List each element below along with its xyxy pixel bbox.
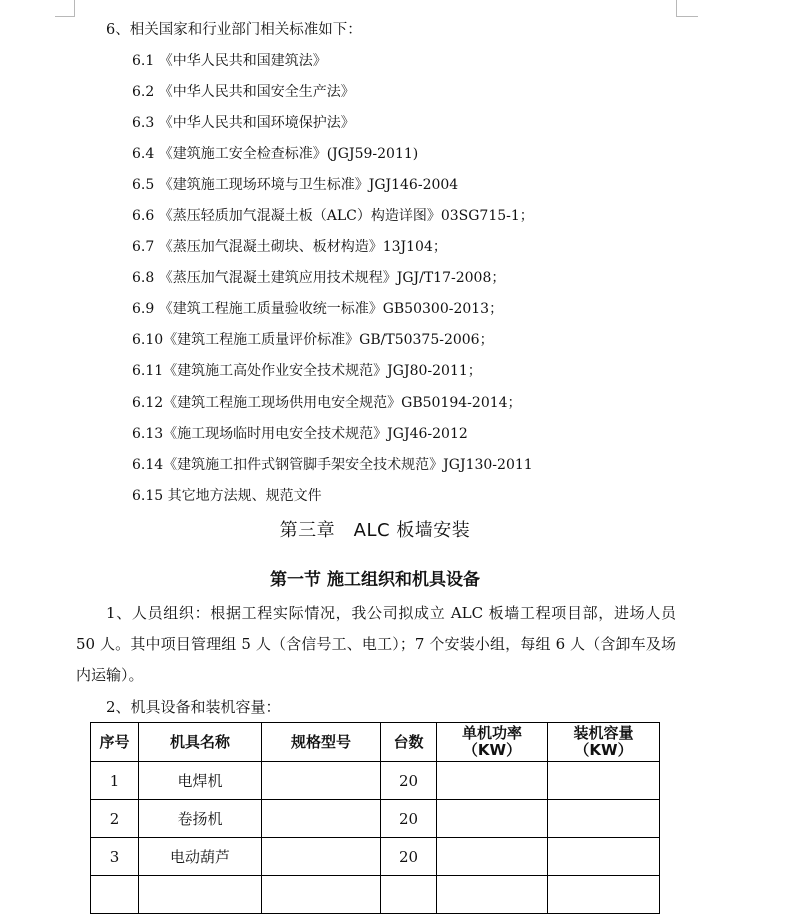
standard-item: 6.12《建筑工程施工现场供用电安全规范》GB50194-2014； xyxy=(132,395,522,411)
header-spec: 规格型号 xyxy=(262,723,381,762)
standard-item: 6.15 其它地方法规、规范文件 xyxy=(132,488,322,504)
cell-count: 20 xyxy=(381,762,437,800)
equipment-intro: 2、机具设备和装机容量： xyxy=(106,698,281,716)
header-capacity-line1: 装机容量 xyxy=(573,724,634,742)
personnel-paragraph xyxy=(76,598,676,691)
table-row xyxy=(91,800,660,838)
cell-count: 20 xyxy=(381,838,437,876)
cell-power xyxy=(437,762,548,800)
table-header-row xyxy=(91,723,660,762)
cell-spec xyxy=(262,800,381,838)
cell-no: 1 xyxy=(91,762,139,800)
personnel-paragraph-text: 1、人员组织：根据工程实际情况，我公司拟成立 ALC 板墙工程项目部，进场人员 50 人。其中项目管理组 5 人（含信号工、电工）；7 个安装小组，每组 6 人（含卸车及场内运输）。 xyxy=(76,604,676,684)
cell-count: 20 xyxy=(381,800,437,838)
standard-item: 6.2 《中华人民共和国安全生产法》 xyxy=(132,84,355,100)
section-title: 第一节 施工组织和机具设备 xyxy=(270,570,480,590)
standard-item: 6.11《建筑施工高处作业安全技术规范》JGJ80-2011； xyxy=(132,363,482,379)
standard-item: 6.4 《建筑施工安全检查标准》(JGJ59-2011) xyxy=(132,146,419,162)
standard-item: 6.5 《建筑施工现场环境与卫生标准》JGJ146-2004 xyxy=(132,177,459,193)
header-power xyxy=(437,723,548,762)
header-capacity-line2: （KW） xyxy=(574,741,633,759)
chapter-title: 第三章 ALC 板墙安装 xyxy=(279,520,471,541)
table-row xyxy=(91,838,660,876)
table-row xyxy=(91,762,660,800)
standard-item: 6.3 《中华人民共和国环境保护法》 xyxy=(132,115,355,131)
standard-item: 6.10《建筑工程施工质量评价标准》GB/T50375-2006； xyxy=(132,332,494,348)
standard-item: 6.7 《蒸压加气混凝土砌块、板材构造》13J104； xyxy=(132,239,447,255)
header-count: 台数 xyxy=(381,723,437,762)
cell-capacity xyxy=(548,876,660,914)
cell-name: 电焊机 xyxy=(139,762,262,800)
header-power-line2: （KW） xyxy=(462,741,522,759)
cell-spec xyxy=(262,838,381,876)
header-name: 机具名称 xyxy=(139,723,262,762)
cell-spec xyxy=(262,876,381,914)
header-capacity xyxy=(548,723,660,762)
cell-capacity xyxy=(548,838,660,876)
crop-mark-top-left-horizontal xyxy=(55,16,75,17)
cell-name: 卷扬机 xyxy=(139,800,262,838)
table-row xyxy=(91,876,660,914)
standard-item: 6.13《施工现场临时用电安全技术规范》JGJ46-2012 xyxy=(132,426,468,442)
cell-power xyxy=(437,838,548,876)
crop-mark-top-right xyxy=(676,0,677,16)
cell-capacity xyxy=(548,800,660,838)
cell-capacity xyxy=(548,762,660,800)
cell-power xyxy=(437,800,548,838)
cell-spec xyxy=(262,762,381,800)
cell-no xyxy=(91,876,139,914)
cell-no: 2 xyxy=(91,800,139,838)
standards-intro: 6、相关国家和行业部门相关标准如下： xyxy=(106,22,362,38)
header-no: 序号 xyxy=(91,723,139,762)
cell-power xyxy=(437,876,548,914)
standard-item: 6.1 《中华人民共和国建筑法》 xyxy=(132,53,327,69)
header-power-line1: 单机功率 xyxy=(461,724,522,742)
cell-no: 3 xyxy=(91,838,139,876)
standard-item: 6.14《建筑施工扣件式钢管脚手架安全技术规范》JGJ130-2011 xyxy=(132,457,533,473)
standard-item: 6.8 《蒸压加气混凝土建筑应用技术规程》JGJ/T17-2008； xyxy=(132,270,506,286)
crop-mark-top-right-horizontal xyxy=(676,16,698,17)
crop-mark-top-left xyxy=(74,0,75,16)
cell-name xyxy=(139,876,262,914)
equipment-table xyxy=(90,722,660,914)
cell-name: 电动葫芦 xyxy=(139,838,262,876)
standard-item: 6.9 《建筑工程施工质量验收统一标准》GB50300-2013； xyxy=(132,301,504,317)
cell-count xyxy=(381,876,437,914)
standard-item: 6.6 《蒸压轻质加气混凝土板（ALC）构造详图》03SG715-1； xyxy=(132,208,534,224)
